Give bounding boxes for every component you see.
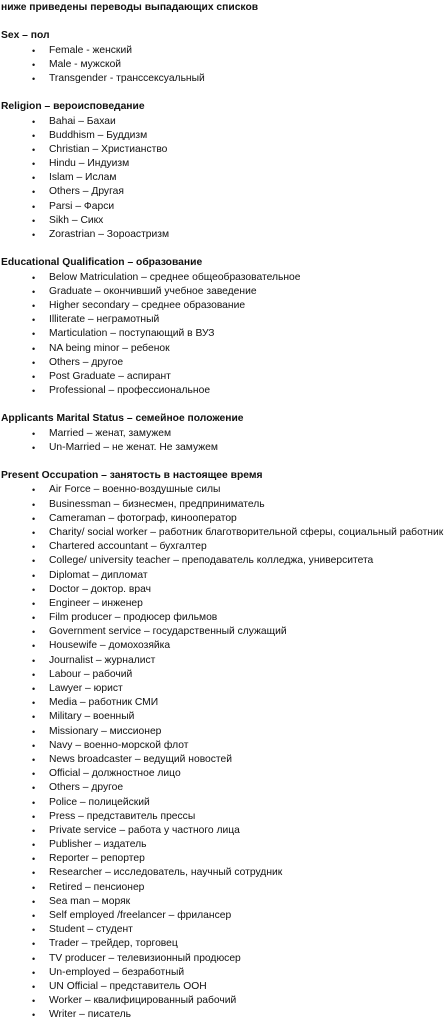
list-item xyxy=(1,625,446,639)
bullet-icon: • xyxy=(32,825,36,836)
list-item-text: Male - мужской xyxy=(49,58,122,70)
list-item xyxy=(1,214,446,228)
list-item-text: Buddhism – Буддизм xyxy=(49,129,148,141)
list-item xyxy=(1,498,446,512)
list-item xyxy=(1,937,446,951)
bullet-icon: • xyxy=(32,783,36,794)
bullet-icon: • xyxy=(32,187,36,198)
list-item xyxy=(1,611,446,625)
list-item-text: Un-employed – безработный xyxy=(49,966,185,978)
bullet-icon: • xyxy=(32,953,36,964)
list-item-text: Graduate – окончивший учебное заведение xyxy=(49,285,257,297)
bullet-icon: • xyxy=(32,300,36,311)
list-item-text: Chartered accountant – бухгалтер xyxy=(49,541,207,553)
list-item xyxy=(1,200,446,214)
bullet-icon: • xyxy=(32,116,36,127)
list-item-text: Married – женат, замужем xyxy=(49,427,172,439)
bullet-icon: • xyxy=(32,598,36,609)
list-item xyxy=(1,696,446,710)
list-item-text: Others – Другая xyxy=(49,186,124,198)
list-item-text: Cameraman – фотограф, кинооператор xyxy=(49,512,237,524)
list-item-text: Self employed /freelancer – фрилансер xyxy=(49,910,232,921)
list-item xyxy=(1,72,446,86)
section xyxy=(1,29,446,86)
list-item-text: Christian – Христианство xyxy=(49,143,168,155)
list-item xyxy=(1,767,446,781)
bullet-icon: • xyxy=(32,201,36,212)
list-item-text: Female - женский xyxy=(49,44,132,56)
bullet-icon: • xyxy=(32,655,36,666)
list-item xyxy=(1,427,446,441)
section-title: Religion – вероисповедание xyxy=(1,101,145,113)
bullet-icon: • xyxy=(32,73,36,84)
bullet-icon: • xyxy=(32,1010,36,1021)
list-item-text: Retired – пенсионер xyxy=(49,881,145,893)
bullet-icon: • xyxy=(32,428,36,439)
list-item-text: Higher secondary – среднее образование xyxy=(49,299,246,311)
bullet-icon: • xyxy=(32,386,36,397)
list-item-text: Below Matriculation – среднее общеобразовательное xyxy=(49,271,301,283)
bullet-icon: • xyxy=(32,230,36,240)
list-item xyxy=(1,285,446,299)
bullet-icon: • xyxy=(32,981,36,992)
list-item xyxy=(1,512,446,526)
list-item-text: Parsi – Фарси xyxy=(49,200,115,212)
list-item-text: Publisher – издатель xyxy=(49,839,147,851)
bullet-icon: • xyxy=(32,627,36,638)
list-item-text: Missionary – миссионер xyxy=(49,725,162,737)
bullet-list xyxy=(1,427,446,455)
list-item xyxy=(1,441,446,455)
bullet-list xyxy=(1,483,446,1022)
list-item-text: Others – другое xyxy=(49,782,124,794)
list-item xyxy=(1,58,446,72)
bullet-icon: • xyxy=(32,754,36,765)
list-item xyxy=(1,994,446,1008)
list-item xyxy=(1,966,446,980)
list-item-text: Reporter – репортер xyxy=(49,853,145,865)
list-item xyxy=(1,810,446,824)
list-item-text: Un-Married – не женат. Не замужем xyxy=(49,441,218,453)
list-item-text: Military – военный xyxy=(49,711,135,723)
section xyxy=(1,412,446,455)
bullet-icon: • xyxy=(32,499,36,510)
list-item-text: Lawyer – юрист xyxy=(49,683,123,694)
list-item xyxy=(1,952,446,966)
bullet-icon: • xyxy=(32,286,36,297)
bullet-icon: • xyxy=(32,570,36,581)
section-title: Educational Qualification – образование xyxy=(1,257,203,269)
list-item xyxy=(1,796,446,810)
list-item-text: Trader – трейдер, торговец xyxy=(49,938,178,950)
list-item-text: Bahai – Бахаи xyxy=(49,115,116,127)
list-item xyxy=(1,866,446,880)
bullet-icon: • xyxy=(32,144,36,155)
list-item-text: Labour – рабочий xyxy=(49,668,133,680)
bullet-icon: • xyxy=(32,159,36,170)
bullet-icon: • xyxy=(32,130,36,141)
bullet-icon: • xyxy=(32,896,36,907)
bullet-icon: • xyxy=(32,329,36,340)
list-item-text: Private service – работа у частного лица xyxy=(49,824,240,836)
list-item-text: Transgender - транссексуальный xyxy=(49,72,205,84)
list-item xyxy=(1,852,446,866)
list-item-text: Marticulation – поступающий в ВУЗ xyxy=(49,328,215,340)
list-item xyxy=(1,313,446,327)
list-item xyxy=(1,1008,446,1022)
list-item-text: Businessman – бизнесмен, предприниматель xyxy=(49,498,265,510)
list-item-text: Charity/ social worker – работник благотворительной сферы, социальный работник xyxy=(49,526,444,538)
list-item xyxy=(1,370,446,384)
bullet-icon: • xyxy=(32,797,36,808)
list-item-text: Illiterate – неграмотный xyxy=(49,314,160,326)
list-item xyxy=(1,739,446,753)
list-item xyxy=(1,597,446,611)
list-item-text: Doctor – доктор. врач xyxy=(49,583,151,595)
list-item-text: Others – другое xyxy=(49,356,124,368)
bullet-icon: • xyxy=(32,712,36,723)
list-item xyxy=(1,171,446,185)
list-item xyxy=(1,753,446,767)
list-item xyxy=(1,710,446,724)
list-item xyxy=(1,327,446,341)
bullet-list xyxy=(1,115,446,243)
document xyxy=(1,0,446,1023)
section-title: Sex – пол xyxy=(1,30,50,42)
list-item-text: Student – студент xyxy=(49,924,133,936)
bullet-icon: • xyxy=(32,882,36,893)
bullet-icon: • xyxy=(32,811,36,822)
bullet-icon: • xyxy=(32,641,36,652)
bullet-icon: • xyxy=(32,684,36,694)
list-item xyxy=(1,895,446,909)
list-item-text: Sikh – Сикх xyxy=(49,214,104,226)
list-item-text: Government service – государственный служащий xyxy=(49,626,287,638)
list-item-text: Housewife – домохозяйка xyxy=(49,640,171,652)
list-item xyxy=(1,185,446,199)
list-item xyxy=(1,838,446,852)
bullet-icon: • xyxy=(32,698,36,709)
bullet-icon: • xyxy=(32,967,36,978)
bullet-list xyxy=(1,271,446,399)
bullet-icon: • xyxy=(32,371,36,382)
list-item xyxy=(1,569,446,583)
bullet-icon: • xyxy=(32,669,36,680)
list-item xyxy=(1,384,446,398)
list-item-text: TV producer – телевизионный продюсер xyxy=(49,952,241,964)
list-item xyxy=(1,781,446,795)
bullet-icon: • xyxy=(32,840,36,851)
list-item xyxy=(1,299,446,313)
list-item xyxy=(1,526,446,540)
bullet-icon: • xyxy=(32,868,36,879)
list-item-text: Worker – квалифицированный рабочий xyxy=(49,995,237,1007)
bullet-list xyxy=(1,44,446,87)
list-item-text: NA being minor – ребенок xyxy=(49,342,170,354)
list-item xyxy=(1,157,446,171)
list-item xyxy=(1,668,446,682)
list-item xyxy=(1,923,446,937)
bullet-icon: • xyxy=(32,769,36,780)
bullet-icon: • xyxy=(32,939,36,950)
list-item xyxy=(1,909,446,923)
list-item-text: College/ university teacher – преподаватель колледжа, университета xyxy=(49,555,374,567)
bullet-icon: • xyxy=(32,357,36,368)
list-item xyxy=(1,980,446,994)
list-item xyxy=(1,228,446,242)
list-item xyxy=(1,356,446,370)
list-item-text: Air Force – военно-воздушные силы xyxy=(49,484,221,496)
list-item xyxy=(1,639,446,653)
document-title: ниже приведены переводы выпадающих списков xyxy=(1,2,259,13)
list-item-text: Journalist – журналист xyxy=(49,654,156,666)
list-item-text: Press – представитель прессы xyxy=(49,810,196,822)
bullet-icon: • xyxy=(32,854,36,865)
list-item-text: Official – должностное лицо xyxy=(49,768,181,780)
list-item-text: Professional – профессиональное xyxy=(49,385,211,397)
section xyxy=(1,256,446,398)
list-item xyxy=(1,271,446,285)
bullet-icon: • xyxy=(32,215,36,226)
section xyxy=(1,469,446,1022)
list-item xyxy=(1,342,446,356)
list-item xyxy=(1,554,446,568)
list-item-text: UN Official – представитель ООН xyxy=(49,980,207,992)
bullet-icon: • xyxy=(32,556,36,567)
list-item xyxy=(1,725,446,739)
bullet-icon: • xyxy=(32,272,36,283)
bullet-icon: • xyxy=(32,485,36,496)
bullet-icon: • xyxy=(32,59,36,70)
bullet-icon: • xyxy=(32,45,36,56)
list-item xyxy=(1,824,446,838)
bullet-icon: • xyxy=(32,343,36,354)
bullet-icon: • xyxy=(32,527,36,538)
section-title: Applicants Marital Status – семейное положение xyxy=(1,413,244,425)
bullet-icon: • xyxy=(32,513,36,524)
list-item-text: Engineer – инженер xyxy=(49,597,143,609)
list-item-text: Islam – Ислам xyxy=(49,172,117,184)
sections-container xyxy=(1,29,446,1022)
list-item xyxy=(1,682,446,696)
bullet-icon: • xyxy=(32,173,36,184)
list-item-text: Police – полицейский xyxy=(49,796,150,808)
list-item-text: Hindu – Индуизм xyxy=(49,158,130,170)
list-item xyxy=(1,115,446,129)
list-item xyxy=(1,540,446,554)
bullet-icon: • xyxy=(32,542,36,553)
list-item xyxy=(1,483,446,497)
bullet-icon: • xyxy=(32,442,36,453)
list-item xyxy=(1,881,446,895)
list-item-text: Writer – писатель xyxy=(49,1009,132,1021)
list-item-text: Zorastrian – Зороастризм xyxy=(49,229,170,240)
list-item xyxy=(1,654,446,668)
list-item xyxy=(1,44,446,58)
bullet-icon: • xyxy=(32,726,36,737)
list-item-text: Sea man – моряк xyxy=(49,895,131,907)
bullet-icon: • xyxy=(32,315,36,326)
bullet-icon: • xyxy=(32,740,36,751)
list-item xyxy=(1,583,446,597)
section-title: Present Occupation – занятость в настоящее время xyxy=(1,470,263,482)
list-item-text: Post Graduate – аспирант xyxy=(49,370,171,382)
bullet-icon: • xyxy=(32,996,36,1007)
list-item-text: Film producer – продюсер фильмов xyxy=(49,612,218,624)
list-item-text: Researcher – исследователь, научный сотрудник xyxy=(49,867,283,879)
list-item xyxy=(1,143,446,157)
bullet-icon: • xyxy=(32,584,36,595)
list-item xyxy=(1,129,446,143)
list-item-text: Navy – военно-морской флот xyxy=(49,739,189,751)
bullet-icon: • xyxy=(32,613,36,624)
list-item-text: Diplomat – дипломат xyxy=(49,569,148,581)
list-item-text: News broadcaster – ведущий новостей xyxy=(49,753,233,765)
list-item-text: Media – работник СМИ xyxy=(49,697,159,709)
section xyxy=(1,100,446,242)
bullet-icon: • xyxy=(32,911,36,921)
bullet-icon: • xyxy=(32,925,36,936)
